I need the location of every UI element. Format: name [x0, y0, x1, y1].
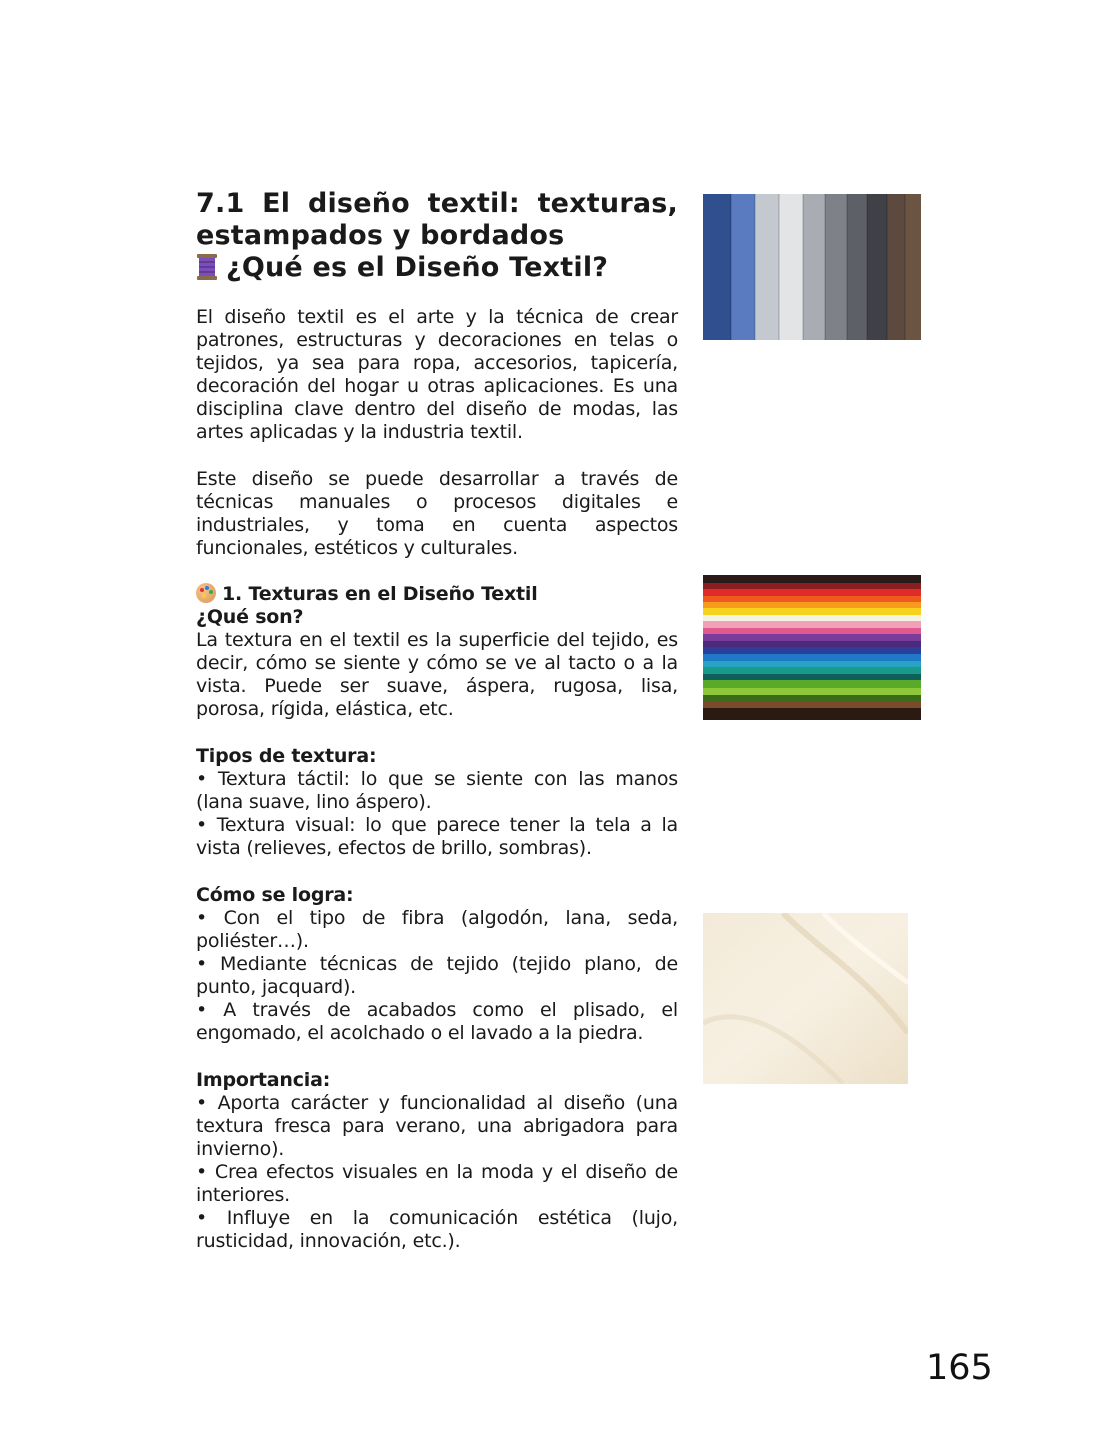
artist-palette-icon: [196, 583, 216, 603]
list-item: • Textura visual: lo que parece tener la tela a la vista (relieves, efectos de brillo, sombras).: [196, 814, 678, 859]
list-item: • A través de acabados como el plisado, el engomado, el acolchado o el lavado a la piedra.: [196, 999, 678, 1044]
how-heading: Cómo se logra:: [196, 884, 354, 906]
section-text: La textura en el textil es la superficie del tejido, es decir, cómo se siente y cómo se ve al tacto o a la vista. Puede ser suave, áspera, rugosa, lisa, porosa, rígida, elástica, etc.: [196, 629, 678, 720]
intro-paragraph-2: Este diseño se puede desarrollar a través de técnicas manuales o procesos digitales e industriales, y toma en cuenta aspectos funcionales, estéticos y culturales.: [196, 468, 678, 559]
list-item: • Mediante técnicas de tejido (tejido plano, de punto, jacquard).: [196, 953, 678, 998]
colorful-fabric-stack-image: [703, 575, 921, 720]
list-item: • Textura táctil: lo que se siente con las manos (lana suave, lino áspero).: [196, 768, 678, 813]
title-line-2: estampados y bordados: [196, 220, 565, 251]
section-textures: [196, 583, 678, 721]
title-line-3-wrap: [196, 252, 678, 288]
types-heading: Tipos de textura:: [196, 745, 377, 767]
section-heading-wrap: [196, 583, 678, 606]
list-item: • Influye en la comunicación estética (lujo, rusticidad, innovación, etc.).: [196, 1207, 678, 1252]
importance-block: [196, 1069, 678, 1253]
title-line-3: ¿Qué es el Diseño Textil?: [226, 252, 609, 283]
thread-spool-icon: [196, 254, 218, 288]
fabric-swatches-image: [703, 194, 921, 340]
list-item: • Con el tipo de fibra (algodón, lana, seda, poliéster…).: [196, 907, 678, 952]
section-heading: 1. Texturas en el Diseño Textil: [222, 583, 538, 605]
types-block: [196, 745, 678, 860]
page-number: 165: [926, 1348, 993, 1388]
title-line-1: 7.1 El diseño textil: texturas,: [196, 188, 678, 219]
importance-heading: Importancia:: [196, 1069, 331, 1091]
page-title: [196, 188, 678, 288]
list-item: • Crea efectos visuales en la moda y el diseño de interiores.: [196, 1161, 678, 1206]
cream-silk-fabric-image: [703, 913, 908, 1084]
section-subheading: ¿Qué son?: [196, 606, 304, 628]
intro-paragraph-1: El diseño textil es el arte y la técnica de crear patrones, estructuras y decoraciones en telas o tejidos, ya sea para ropa, accesorios, tapicería, decoración del hogar u otras aplicaciones. Es una disciplina clave dentro del diseño de modas, las artes aplicadas y la industria textil.: [196, 306, 678, 443]
list-item: • Aporta carácter y funcionalidad al diseño (una textura fresca para verano, una abrigadora para invierno).: [196, 1092, 678, 1160]
how-block: [196, 884, 678, 1045]
